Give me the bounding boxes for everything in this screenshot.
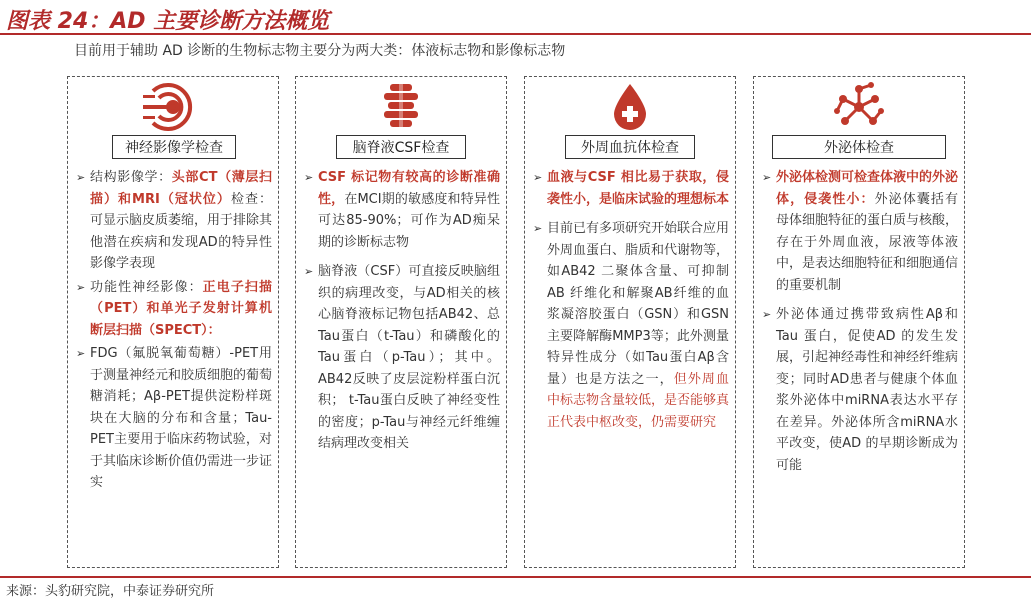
spine-icon (296, 81, 506, 133)
list-item: ➢ 功能性神经影像：正电子扫描（PET）和单光子发射计算机断层扫描（SPECT）： (76, 277, 272, 342)
panel-content (304, 167, 500, 457)
arrow-bullet-icon: ➢ (762, 308, 772, 321)
list-item: ➢ CSF 标记物有较高的诊断准确性，在MCI期的敏感度和特异性可达85-90%；可作为AD痴呆期的诊断标志物 (304, 167, 500, 253)
title-bar (0, 0, 1031, 35)
footer-divider (0, 576, 1031, 578)
arrow-bullet-icon: ➢ (762, 171, 772, 184)
panel-label: 神经影像学检查 (112, 135, 236, 159)
panel-content (533, 167, 729, 435)
blood-drop-icon (525, 81, 735, 133)
panel-csf (295, 76, 507, 568)
panel-label: 外泌体检查 (772, 135, 946, 159)
source-note: 来源：头豹研究院，中泰证券研究所 (6, 584, 215, 599)
panel-blood (524, 76, 736, 568)
arrow-bullet-icon: ➢ (304, 265, 314, 278)
list-item: ➢ 脑脊液（CSF）可直接反映脑组织的病理改变，与AD相关的核心脑脊液标记物包括AB42、总Tau蛋白（t-Tau）和磷酸化的Tau蛋白（p-Tau）；其中。AB42反映了皮层淀粉样蛋白沉积； t-Tau蛋白反映了神经变性的密度；p-Tau与神经元纤维缠结病理改变相关 (304, 261, 500, 455)
panel-content (76, 167, 272, 496)
panel-content (762, 167, 958, 478)
panel-neuroimaging (67, 76, 279, 568)
list-item: ➢ 外泌体通过携带致病性Aβ和Tau 蛋白，促使AD 的发生发展，引起神经毒性和神经纤维病变；同时AD患者与健康个体血浆外泌体中miRNA表达水平存在差异。外泌体所含miRNA水平改变，使AD 的早期诊断成为可能 (762, 304, 958, 476)
arrow-bullet-icon: ➢ (533, 222, 543, 235)
figure-subtitle: 目前用于辅助 AD 诊断的生物标志物主要分为两大类：体液标志物和影像标志物 (74, 43, 566, 59)
panel-label: 脑脊液CSF检查 (336, 135, 466, 159)
arrow-bullet-icon: ➢ (76, 347, 86, 360)
arrow-bullet-icon: ➢ (304, 171, 314, 184)
list-item: ➢ FDG（氟脱氧葡萄糖）-PET用于测量神经元和胶质细胞的葡萄糖消耗；Aβ-PET提供淀粉样斑块在大脑的分布和含量；Tau-PET主要用于临床药物试验，对于其临床诊断价值仍需进一步证实 (76, 343, 272, 494)
neuroimaging-icon (68, 81, 278, 133)
panel-exosome (753, 76, 965, 568)
list-item: ➢ 外泌体检测可检查体液中的外泌体，侵袭性小：外泌体囊括有母体细胞特征的蛋白质与核酸，存在于外周血液，尿液等体液中，是表达细胞特征和细胞通信的重要机制 (762, 167, 958, 296)
figure-title: 图表 24：AD 主要诊断方法概览 (6, 9, 330, 34)
panel-label: 外周血抗体检查 (565, 135, 695, 159)
arrow-bullet-icon: ➢ (76, 280, 86, 294)
arrow-bullet-icon: ➢ (76, 171, 86, 184)
arrow-bullet-icon: ➢ (533, 171, 543, 184)
molecule-icon (754, 81, 964, 133)
list-item: ➢ 血液与CSF 相比易于获取，侵袭性小，是临床试验的理想标本 (533, 167, 729, 210)
list-item: ➢ 目前已有多项研究开始联合应用外周血蛋白、脂质和代谢物等，如AB42 二聚体含量、可抑制AB 纤维化和解聚AB纤维的血浆凝溶胶蛋白（GSN）和GSN主要降解酶MMP3等；此外测量特异性成分（如Tau蛋白Aβ含量）也是方法之一，但外周血中标志物含量较低，是否能够真正代表中枢改变，仍需要研究 (533, 218, 729, 433)
list-item: ➢ 结构影像学：头部CT（薄层扫描）和MRI（冠状位）检查：可显示脑皮质萎缩，用于排除其他潜在疾病和发现AD的特异性影像学表现 (76, 167, 272, 275)
